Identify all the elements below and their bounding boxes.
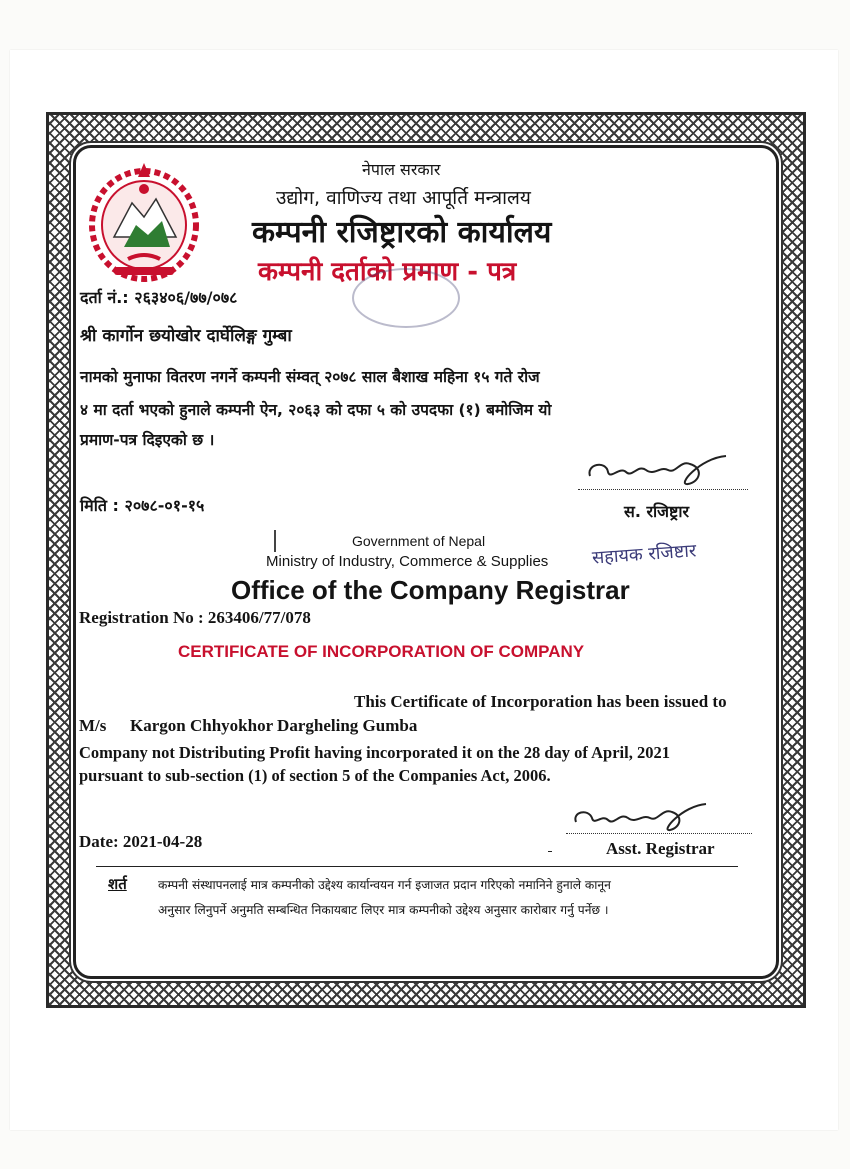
np-body-line-3: प्रमाण-पत्र दिइएको छ । xyxy=(80,431,215,449)
signature-dash xyxy=(548,851,552,852)
en-company-name: Kargon Chhyokhor Dargheling Gumba xyxy=(130,716,418,735)
en-registration-no: Registration No : 263406/77/078 xyxy=(79,608,311,627)
en-signature-line xyxy=(566,833,752,834)
np-body-line-1: नामको मुनाफा वितरण नगर्ने कम्पनी संम्वत् २०७८ साल बैशाख महिना १५ गते रोज xyxy=(80,368,540,386)
np-company-name: श्री कार्गोन छयोखोर दार्घेलिङ्ग गुम्बा xyxy=(80,326,292,346)
np-signature-line xyxy=(578,489,748,490)
en-date: Date: 2021-04-28 xyxy=(79,832,203,851)
en-registrar-title: Asst. Registrar xyxy=(606,839,715,858)
assistant-registrar-stamp: सहायक रजिष्टार xyxy=(591,540,697,569)
np-body-line-2: ४ मा दर्ता भएको हुनाले कम्पनी ऐन, २०६३ को दफा ५ को उपदफा (१) बमोजिम यो xyxy=(80,401,552,419)
nepal-emblem-icon xyxy=(84,155,204,285)
np-certificate-title: कम्पनी दर्ताको प्रमाण - पत्र xyxy=(258,257,517,287)
signature-icon xyxy=(566,796,716,836)
condition-divider xyxy=(96,866,738,867)
pen-mark xyxy=(274,530,276,552)
en-ministry-heading: Ministry of Industry, Commerce & Supplies xyxy=(266,553,549,570)
condition-label: शर्त xyxy=(108,875,127,893)
np-registrar-title: स. रजिष्ट्रार xyxy=(624,502,690,521)
condition-line-1: कम्पनी संस्थापनलाई मात्र कम्पनीको उद्देश्य कार्यान्वयन गर्न इजाजत प्रदान गरिएको नमानिने हुनाले कानून xyxy=(158,878,611,892)
en-office-title: Office of the Company Registrar xyxy=(231,575,630,605)
np-ministry-heading: उद्योग, वाणिज्य तथा आपूर्ति मन्त्रालय xyxy=(276,187,531,209)
en-body-line-2: pursuant to sub-section (1) of section 5 of the Companies Act, 2006. xyxy=(79,766,551,785)
np-date: मिति : २०७८-०१-१५ xyxy=(80,496,205,515)
en-ms-label: M/s xyxy=(79,716,107,735)
np-government-heading: नेपाल सरकार xyxy=(362,160,441,179)
en-issued-line: This Certificate of Incorporation has been issued to xyxy=(354,692,727,711)
np-registration-no: दर्ता नं.: २६३४०६/७७/०७८ xyxy=(80,288,238,307)
signature-icon xyxy=(580,446,740,492)
en-government-heading: Government of Nepal xyxy=(352,533,486,549)
office-seal xyxy=(352,268,460,328)
en-certificate-title: CERTIFICATE OF INCORPORATION OF COMPANY xyxy=(178,642,585,661)
np-office-title: कम्पनी रजिष्ट्रारको कार्यालय xyxy=(252,215,552,250)
condition-line-2: अनुसार लिनुपर्ने अनुमति सम्बन्धित निकायबाट लिएर मात्र कम्पनीको उद्देश्य अनुसार कारोबार गर्नु पर्नेछ । xyxy=(158,903,609,917)
en-body-line-1: Company not Distributing Profit having incorporated it on the 28 day of April, 2021 xyxy=(79,743,670,762)
